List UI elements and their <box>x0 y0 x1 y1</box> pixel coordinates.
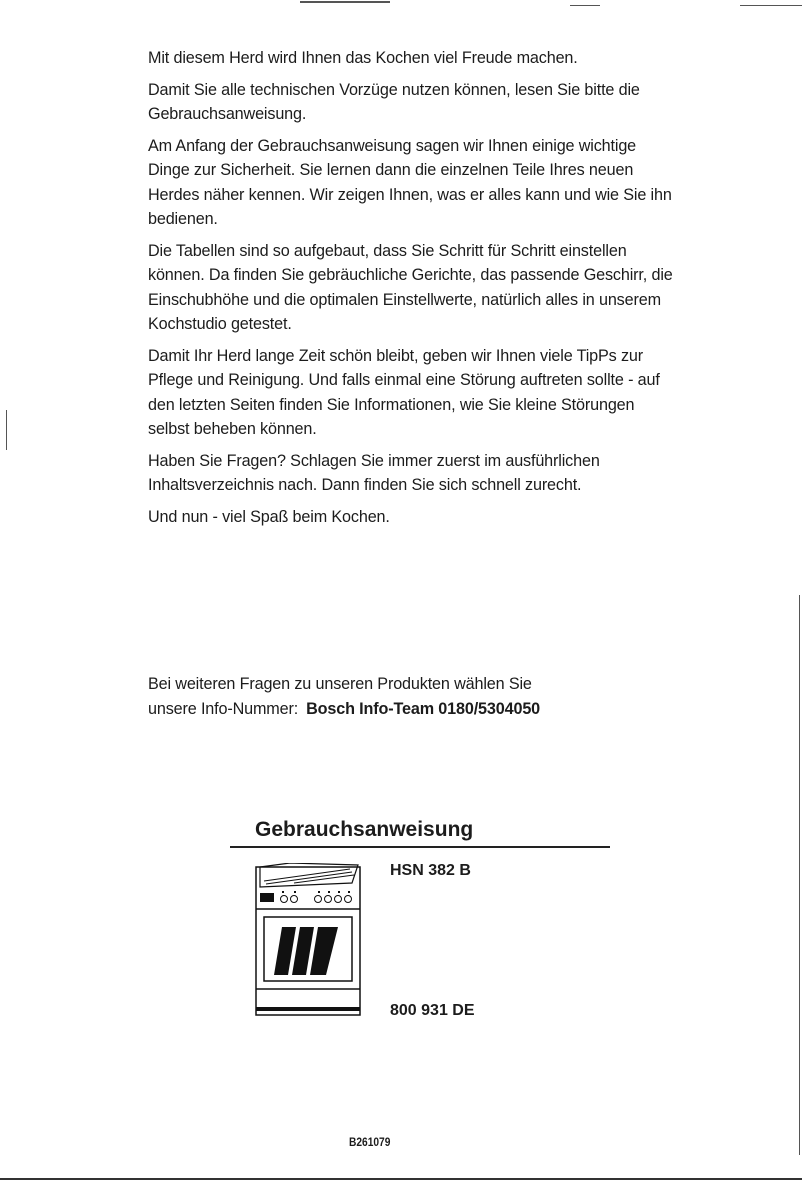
scan-artifact-top-1 <box>300 1 390 3</box>
scan-artifact-left <box>6 410 7 450</box>
intro-paragraph: Am Anfang der Gebrauchsanweisung sagen wir Ihnen einige wichtige Dinge zur Sicherheit. Sie lernen dann die einzelnen Teile Ihres neuen Herdes näher kennen. Wir zeigen Ihnen, was er alles kann und wie Sie ihn bedienen. <box>148 136 672 228</box>
intro-paragraph: Die Tabellen sind so aufgebaut, dass Sie Schritt für Schritt einstellen können. Da finden Sie gebräuchliche Gerichte, das passende Geschirr, die Einschubhöhe und die optimalen Einstellwerte, natürlich alles in unserem Kochstudio getestet. <box>148 241 673 333</box>
contact-info <box>148 672 708 721</box>
intro-paragraph: Damit Sie alle technischen Vorzüge nutzen können, lesen Sie bitte die Gebrauchsanweisung. <box>148 80 640 123</box>
contact-prefix: unsere Info-Nummer: <box>148 699 299 718</box>
model-number: HSN 382 B <box>390 862 471 879</box>
manual-title: Gebrauchsanweisung <box>230 818 610 848</box>
scan-artifact-right <box>799 595 800 1155</box>
intro-paragraph: Und nun - viel Spaß beim Kochen. <box>148 507 390 526</box>
intro-paragraph: Mit diesem Herd wird Ihnen das Kochen viel Freude machen. <box>148 49 578 67</box>
intro-text <box>148 46 678 536</box>
scan-artifact-top-2 <box>570 5 600 6</box>
part-number: 800 931 DE <box>390 1002 475 1019</box>
contact-line-1: Bei weiteren Fragen zu unseren Produkten wählen Sie <box>148 675 532 693</box>
intro-paragraph: Haben Sie Fragen? Schlagen Sie immer zuerst im ausführlichen Inhaltsverzeichnis nach. Dann finden Sie sich schnell zurecht. <box>148 451 600 494</box>
document-id: B261079 <box>349 1135 391 1149</box>
stove-icon <box>254 863 362 1017</box>
info-hotline: Bosch Info-Team 0180/5304050 <box>306 699 541 718</box>
scan-artifact-bottom <box>0 1178 802 1180</box>
contact-line-2 <box>148 697 708 722</box>
intro-paragraph: Damit Ihr Herd lange Zeit schön bleibt, geben wir Ihnen viele TipPs zur Pflege und Reinigung. Und falls einmal eine Störung auftreten sollte - auf den letzten Seiten finden Sie Informationen, wie Sie kleine Störungen selbst beheben können. <box>148 346 660 438</box>
scan-artifact-top-3 <box>740 5 802 6</box>
